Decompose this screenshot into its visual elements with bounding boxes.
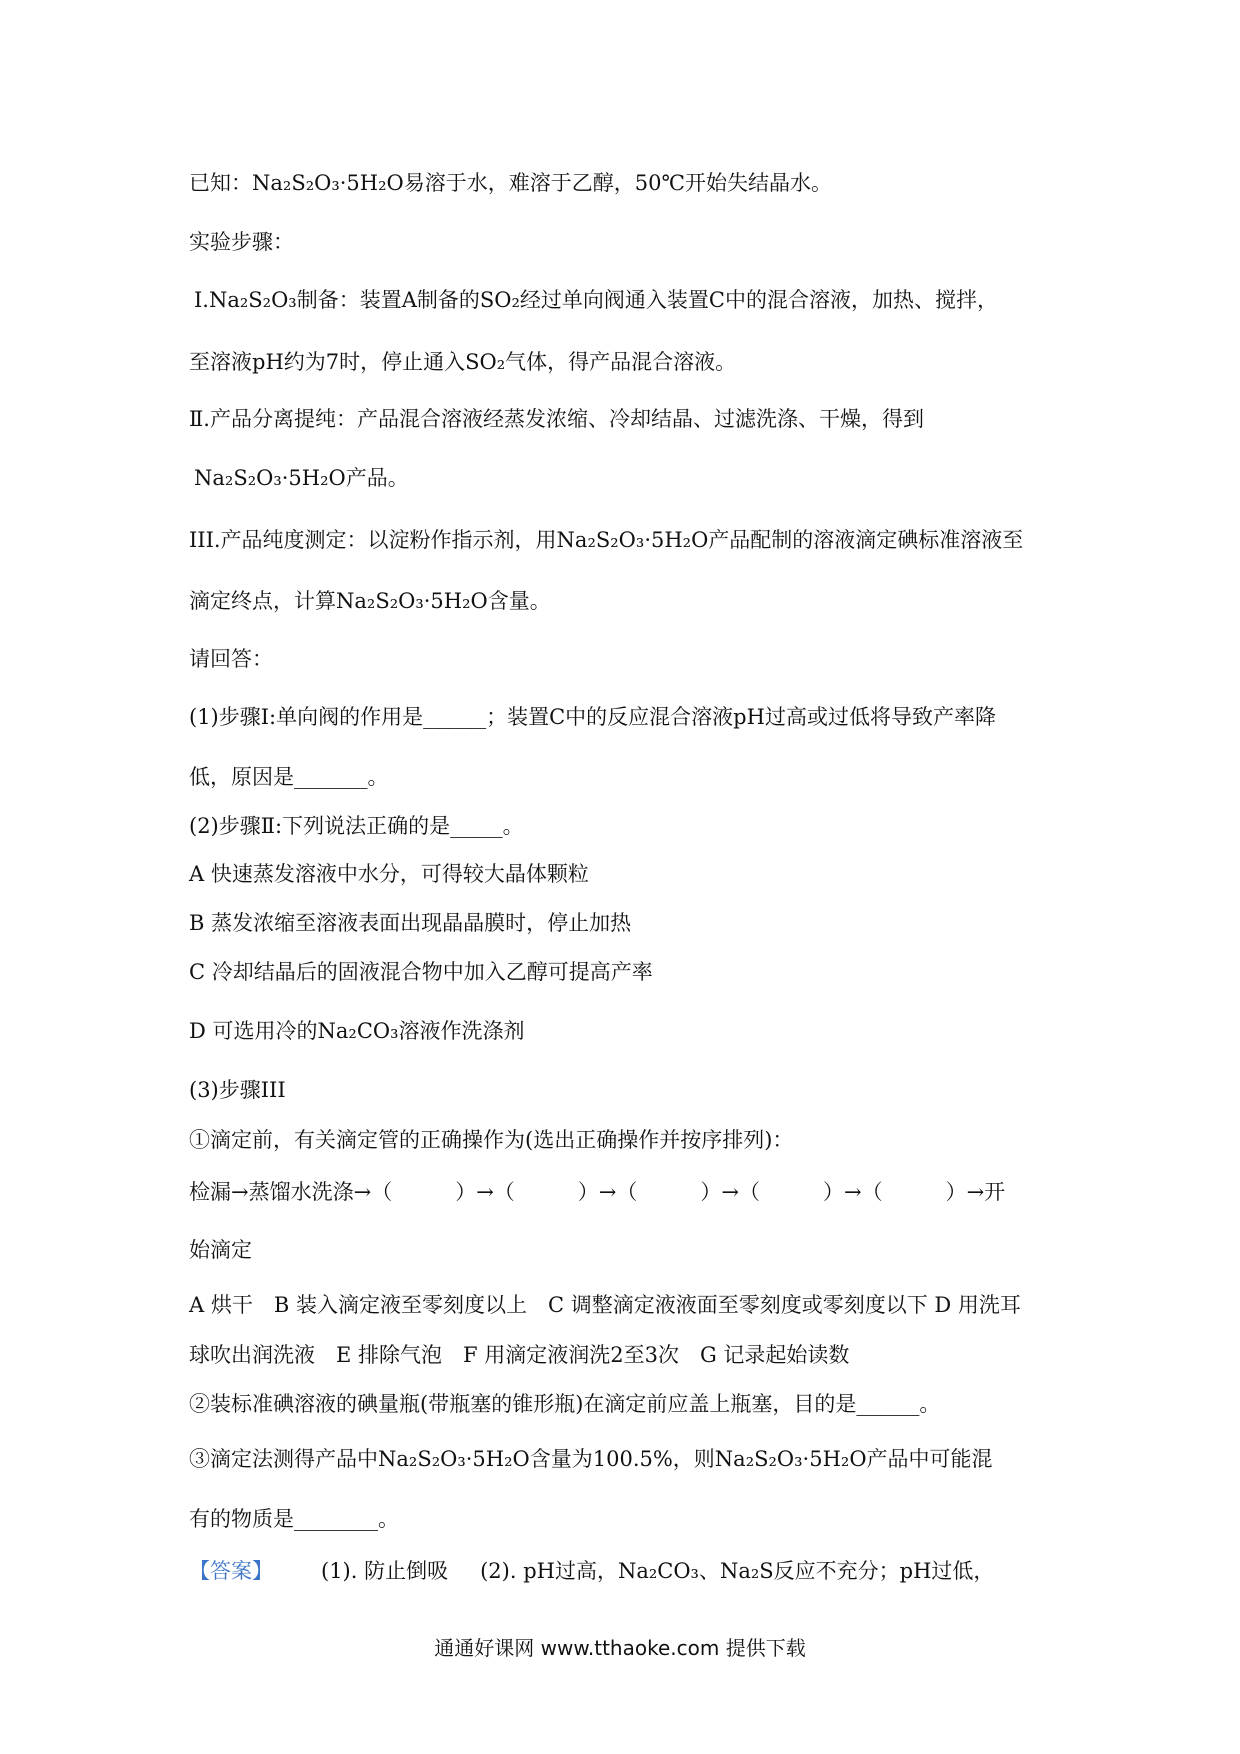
text-line-q3: (3)步骤III: [189, 1078, 286, 1102]
text-line-q3-3b: 有的物质是________。: [189, 1507, 399, 1531]
text-line-q3-ops-b: 球吹出润洗液 E 排除气泡 F 用滴定液润洗2至3次 G 记录起始读数: [189, 1343, 850, 1367]
text-line-q2-optA: A 快速蒸发溶液中水分，可得较大晶体颗粒: [189, 862, 589, 886]
page-footer: 通通好课网 www.tthaoke.com 提供下载: [434, 1636, 806, 1660]
text-line-step3-b: 滴定终点，计算Na₂S₂O₃·5H₂O含量。: [189, 589, 551, 613]
text-line-q1-b: 低，原因是_______。: [189, 765, 389, 789]
text-line-step2-b: Na₂S₂O₃·5H₂O产品。: [194, 466, 409, 490]
text-line-q3-1: ①滴定前，有关滴定管的正确操作为(选出正确操作并按序排列)：: [189, 1128, 794, 1152]
text-line-q2: (2)步骤Ⅱ:下列说法正确的是_____。: [189, 814, 524, 838]
answer-line: [189, 1556, 994, 1586]
answer-tag: 【答案】: [189, 1559, 273, 1583]
text-line-q2-optB: B 蒸发浓缩至溶液表面出现晶晶膜时，停止加热: [189, 911, 632, 935]
text-line-q3-ops-a: A 烘干 B 装入滴定液至零刻度以上 C 调整滴定液液面至零刻度或零刻度以下 D 用洗耳: [189, 1293, 1021, 1317]
answer-part-2: (2). pH过高，Na₂CO₃、Na₂S反应不充分；pH过低，: [480, 1559, 995, 1583]
text-line-please-answer: 请回答：: [189, 647, 273, 671]
text-line-q3-3a: ③滴定法测得产品中Na₂S₂O₃·5H₂O含量为100.5%，则Na₂S₂O₃·5H₂O产品中可能混: [189, 1447, 993, 1471]
text-line-q3-2: ②装标准碘溶液的碘量瓶(带瓶塞的锥形瓶)在滴定前应盖上瓶塞，目的是______。: [189, 1392, 941, 1416]
text-line-q3-seq-b: 始滴定: [189, 1238, 252, 1262]
answer-part-1: (1). 防止倒吸: [321, 1559, 449, 1583]
text-line-q3-seq-a: 检漏→蒸馏水洗涤→（ ）→（ ）→（ ）→（ ）→（ ）→开: [189, 1180, 1006, 1204]
text-line-steps-title: 实验步骤：: [189, 230, 294, 254]
text-line-known: 已知：Na₂S₂O₃·5H₂O易溶于水，难溶于乙醇，50℃开始失结晶水。: [189, 171, 832, 195]
text-line-step2-a: Ⅱ.产品分离提纯：产品混合溶液经蒸发浓缩、冷却结晶、过滤洗涤、干燥，得到: [189, 407, 924, 431]
text-line-step1-a: Ⅰ.Na₂S₂O₃制备：装置A制备的SO₂经过单向阀通入装置C中的混合溶液，加热、搅拌，: [194, 288, 998, 312]
text-line-step1-b: 至溶液pH约为7时，停止通入SO₂气体，得产品混合溶液。: [189, 350, 737, 374]
text-line-q2-optC: C 冷却结晶后的固液混合物中加入乙醇可提高产率: [189, 960, 653, 984]
text-line-q1-a: (1)步骤Ⅰ:单向阀的作用是______；装置C中的反应混合溶液pH过高或过低将导致产率降: [189, 705, 996, 729]
text-line-q2-optD: D 可选用冷的Na₂CO₃溶液作洗涤剂: [189, 1019, 525, 1043]
text-line-step3-a: III.产品纯度测定：以淀粉作指示剂，用Na₂S₂O₃·5H₂O产品配制的溶液滴定碘标准溶液至: [189, 528, 1024, 552]
